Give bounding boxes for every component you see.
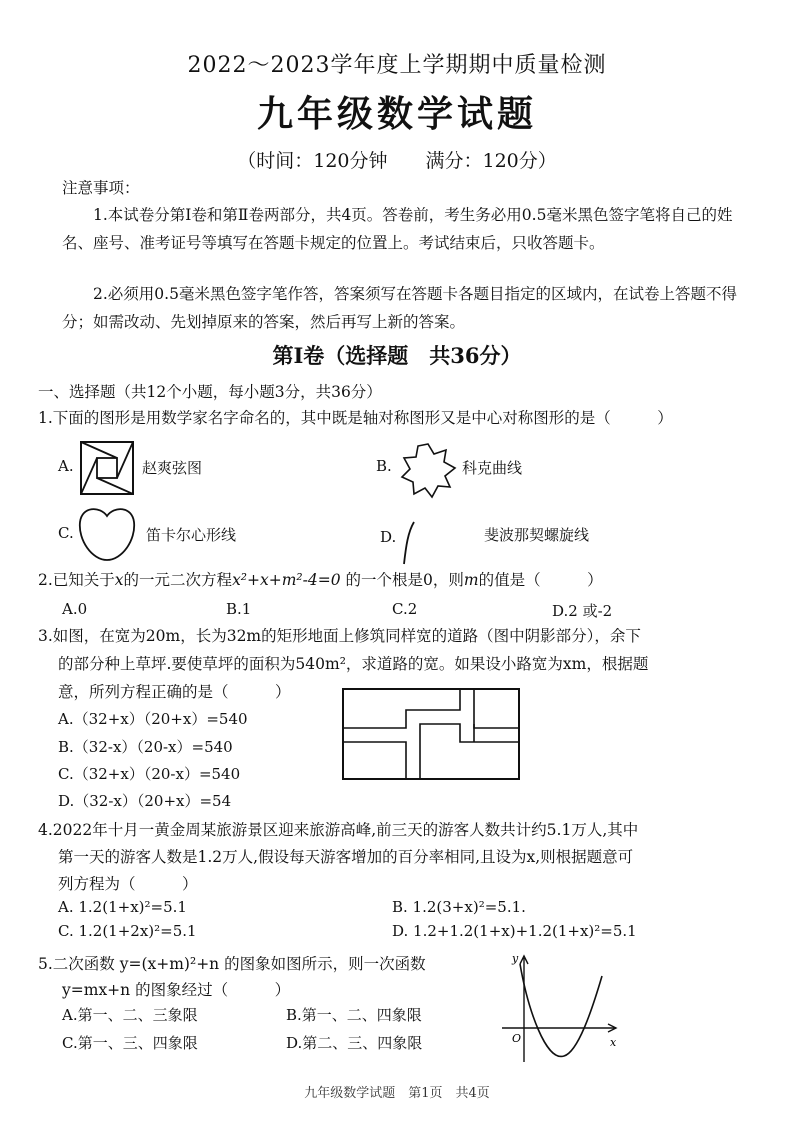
q5-option-b: B.第一、二、四象限 bbox=[286, 1006, 422, 1024]
q3-option-d: D.（32-x）（20+x）=54 bbox=[58, 792, 232, 810]
notes-heading: 注意事项： bbox=[62, 179, 140, 197]
parabola-graph bbox=[498, 950, 622, 1068]
question-2-stem bbox=[38, 566, 758, 594]
graph-axis-x-label: x bbox=[610, 1036, 617, 1049]
q1-option-a-label: A. bbox=[58, 457, 74, 475]
q5-option-d: D.第二、三、四象限 bbox=[286, 1034, 423, 1052]
fibonacci-spiral bbox=[398, 518, 420, 568]
q2-equation: x²+x+m²-4=0 bbox=[232, 571, 341, 589]
q1-option-b-label: B. bbox=[376, 457, 392, 475]
q4-option-c: C. 1.2(1+2x)²=5.1 bbox=[58, 922, 197, 940]
q1-option-c-text: 笛卡尔心形线 bbox=[146, 526, 237, 544]
q3-option-c: C.（32+x）（20-x）=540 bbox=[58, 765, 241, 783]
q2-var-m: m bbox=[463, 571, 479, 589]
section-title: 第Ⅰ卷（选择题 共36分） bbox=[272, 343, 522, 368]
q2-stem-b: 的一元二次方程 bbox=[123, 571, 233, 589]
question-4-line-1: 4.2022年十月一黄金周某旅游景区迎来旅游高峰,前三天的游客人数共计约5.1万人,其中 bbox=[38, 821, 639, 839]
q3-option-b: B.（32-x）（20-x）=540 bbox=[58, 738, 233, 756]
question-5-line-1: 5.二次函数 y=(x+m)²+n 的图象如图所示，则一次函数 bbox=[38, 955, 426, 973]
road-figure bbox=[342, 688, 522, 782]
q4-option-b: B. 1.2(3+x)²=5.1. bbox=[392, 898, 526, 916]
page-title: 九年级数学试题 bbox=[256, 93, 537, 135]
q2-stem-d: 的值是（ ） bbox=[478, 571, 603, 589]
q1-option-d-label: D. bbox=[380, 528, 397, 546]
q5-option-c: C.第一、三、四象限 bbox=[62, 1034, 198, 1052]
q2-option-c: C.2 bbox=[392, 600, 418, 618]
question-4-line-3: 列方程为（ ） bbox=[58, 875, 198, 893]
q1-option-c-label: C. bbox=[58, 524, 74, 542]
q3-option-a: A.（32+x）（20+x）=540 bbox=[58, 710, 248, 728]
q2-var-x: x bbox=[114, 571, 124, 589]
question-3-line-3: 意，所列方程正确的是（ ） bbox=[58, 683, 291, 701]
notes-item-1: 1.本试卷分第Ⅰ卷和第Ⅱ卷两部分，共4页。答卷前，考生务必用0.5毫米黑色签字笔将自己的姓名、座号、准考证号等填写在答题卡规定的位置上。考试结束后，只收答题卡。 bbox=[62, 206, 733, 252]
q2-stem-c: 的一个根是0，则 bbox=[340, 571, 464, 589]
q4-option-d: D. 1.2+1.2(1+x)+1.2(1+x)²=5.1 bbox=[392, 922, 637, 940]
question-3-line-1: 3.如图，在宽为20m，长为32m的矩形地面上修筑同样宽的道路（图中阴影部分），余下 bbox=[38, 627, 641, 645]
q1-option-d-text: 斐波那契螺旋线 bbox=[484, 526, 590, 544]
q2-option-d: D.2 或-2 bbox=[552, 602, 613, 620]
graph-origin-label: O bbox=[512, 1032, 522, 1045]
graph-axis-y-label: y bbox=[512, 952, 519, 965]
zhao-shuang-diagram bbox=[79, 440, 135, 496]
part-heading: 一、选择题（共12个小题，每小题3分，共36分） bbox=[38, 383, 382, 401]
question-5-line-2: y=mx+n 的图象经过（ ） bbox=[62, 981, 291, 999]
cardioid-curve bbox=[76, 502, 138, 564]
question-3-line-2: 的部分种上草坪.要使草坪的面积为540m²，求道路的宽。如果设小路宽为xm，根据题 bbox=[58, 655, 649, 673]
exam-info: （时间：120分钟 满分：120分） bbox=[237, 150, 557, 172]
q1-option-b-text: 科克曲线 bbox=[462, 459, 523, 477]
q2-stem-a: 2.已知关于 bbox=[38, 571, 115, 589]
koch-curve bbox=[398, 440, 458, 500]
page-footer: 九年级数学试题 第1页 共4页 bbox=[304, 1086, 490, 1101]
exam-name: 2022～2023学年度上学期期中质量检测 bbox=[187, 53, 607, 78]
q1-option-a-text: 赵爽弦图 bbox=[142, 459, 203, 477]
q2-option-a: A.0 bbox=[62, 600, 88, 618]
question-1-stem: 1.下面的图形是用数学家名字命名的，其中既是轴对称图形又是中心对称图形的是（ ） bbox=[38, 409, 673, 427]
q2-option-b: B.1 bbox=[226, 600, 252, 618]
notes-item-2: 2.必须用0.5毫米黑色签字笔作答，答案须写在答题卡各题目指定的区域内，在试卷上答题不得分；如需改动、先划掉原来的答案，然后再写上新的答案。 bbox=[62, 285, 737, 331]
question-4-line-2: 第一天的游客人数是1.2万人,假设每天游客增加的百分率相同,且设为x,则根据题意可 bbox=[58, 848, 634, 866]
q5-option-a: A.第一、二、三象限 bbox=[62, 1006, 198, 1024]
q4-option-a: A. 1.2(1+x)²=5.1 bbox=[58, 898, 187, 916]
